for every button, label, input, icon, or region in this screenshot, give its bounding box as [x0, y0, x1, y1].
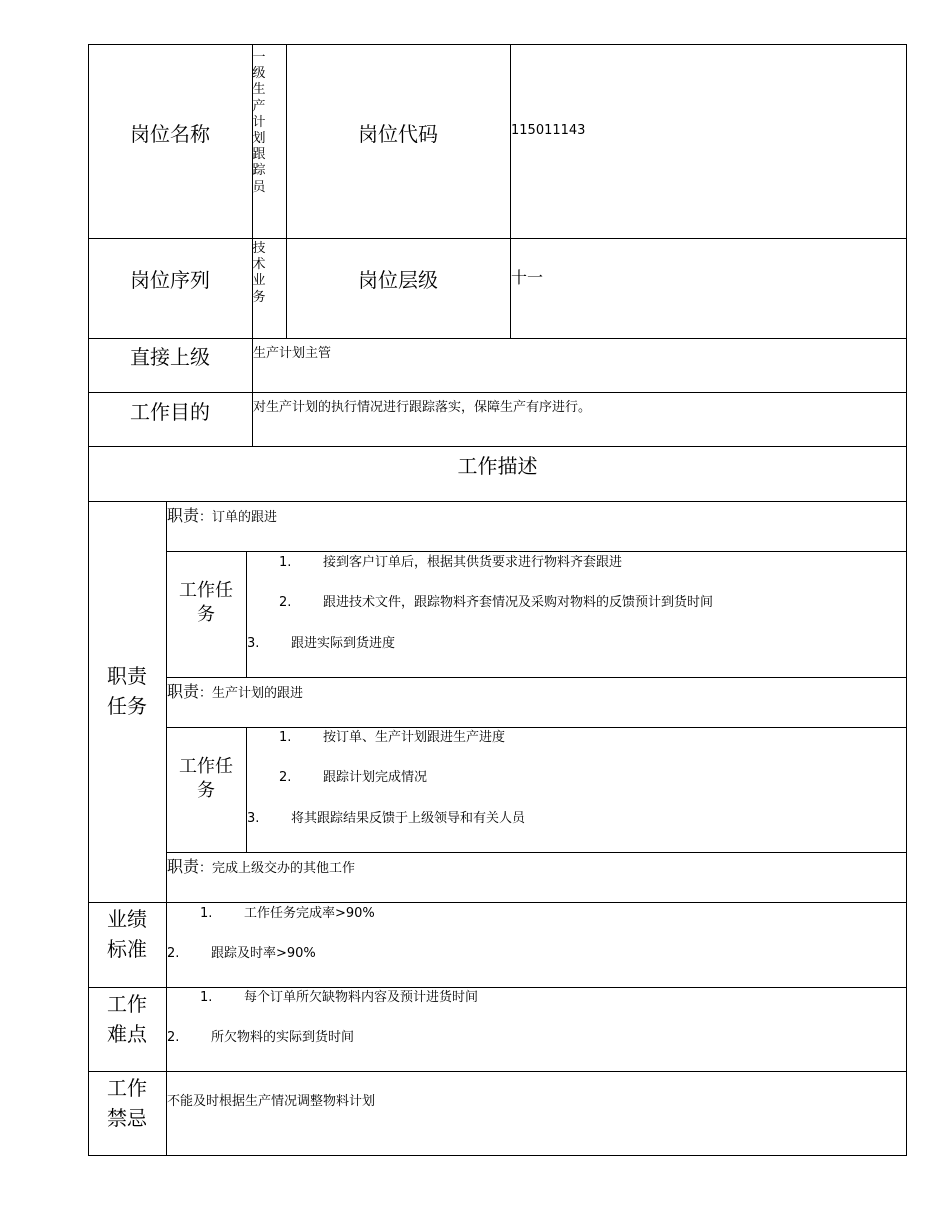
superior-value: 生产计划主管: [253, 346, 332, 361]
performance-item: 2. 跟踪及时率>90%: [167, 946, 316, 961]
duty-title-text: 生产计划的跟进: [212, 686, 304, 701]
task-label: 工作任务: [179, 580, 233, 625]
difficulty-item: 1. 每个订单所欠缺物料内容及预计进货时间: [200, 990, 479, 1005]
duty-prefix: 职责: [167, 682, 200, 701]
duty-1-title: 职责：订单的跟进: [167, 506, 278, 525]
job-level-label: 岗位层级: [358, 267, 438, 292]
taboo-text: 不能及时根据生产情况调整物料计划: [167, 1094, 376, 1109]
task-item: 3. 跟进实际到货进度: [247, 636, 396, 651]
duty-2-title: 职责：生产计划的跟进: [167, 682, 304, 701]
duty-3-title: 职责：完成上级交办的其他工作: [167, 857, 356, 876]
performance-label: 业绩标准: [107, 907, 147, 961]
task-item: 2. 跟踪计划完成情况: [279, 770, 428, 785]
difficulty-item: 2. 所欠物料的实际到货时间: [167, 1030, 355, 1045]
job-code-value: 115011143: [511, 123, 586, 138]
description-title: 工作描述: [457, 453, 538, 478]
taboo-label: 工作禁忌: [107, 1076, 147, 1130]
job-name-label: 岗位名称: [130, 121, 210, 146]
duty-title-text: 订单的跟进: [212, 510, 278, 525]
job-series-label: 岗位序列: [130, 267, 210, 292]
task-label: 工作任务: [179, 756, 233, 801]
job-name-value: 一级生产计划跟踪员: [252, 50, 266, 195]
duties-label: 职责任务: [107, 664, 147, 718]
superior-label: 直接上级: [130, 344, 210, 369]
duty-title-text: 完成上级交办的其他工作: [212, 861, 356, 876]
performance-item: 1. 工作任务完成率>90%: [200, 906, 375, 921]
job-level-value: 十一: [511, 268, 544, 287]
task-item: 1. 按订单、生产计划跟进生产进度: [279, 730, 506, 745]
difficulty-label: 工作难点: [107, 992, 147, 1046]
duty-prefix: 职责: [167, 506, 200, 525]
task-item: 3. 将其跟踪结果反馈于上级领导和有关人员: [247, 811, 526, 826]
purpose-value: 对生产计划的执行情况进行跟踪落实，保障生产有序进行。: [253, 400, 592, 415]
job-code-label: 岗位代码: [358, 121, 438, 146]
purpose-label: 工作目的: [130, 399, 210, 424]
task-item: 1. 接到客户订单后，根据其供货要求进行物料齐套跟进: [279, 555, 623, 570]
duty-prefix: 职责: [167, 857, 200, 876]
job-series-value: 技术业务: [252, 241, 266, 305]
task-item: 2. 跟进技术文件，跟踪物料齐套情况及采购对物料的反馈预计到货时间: [279, 595, 714, 610]
